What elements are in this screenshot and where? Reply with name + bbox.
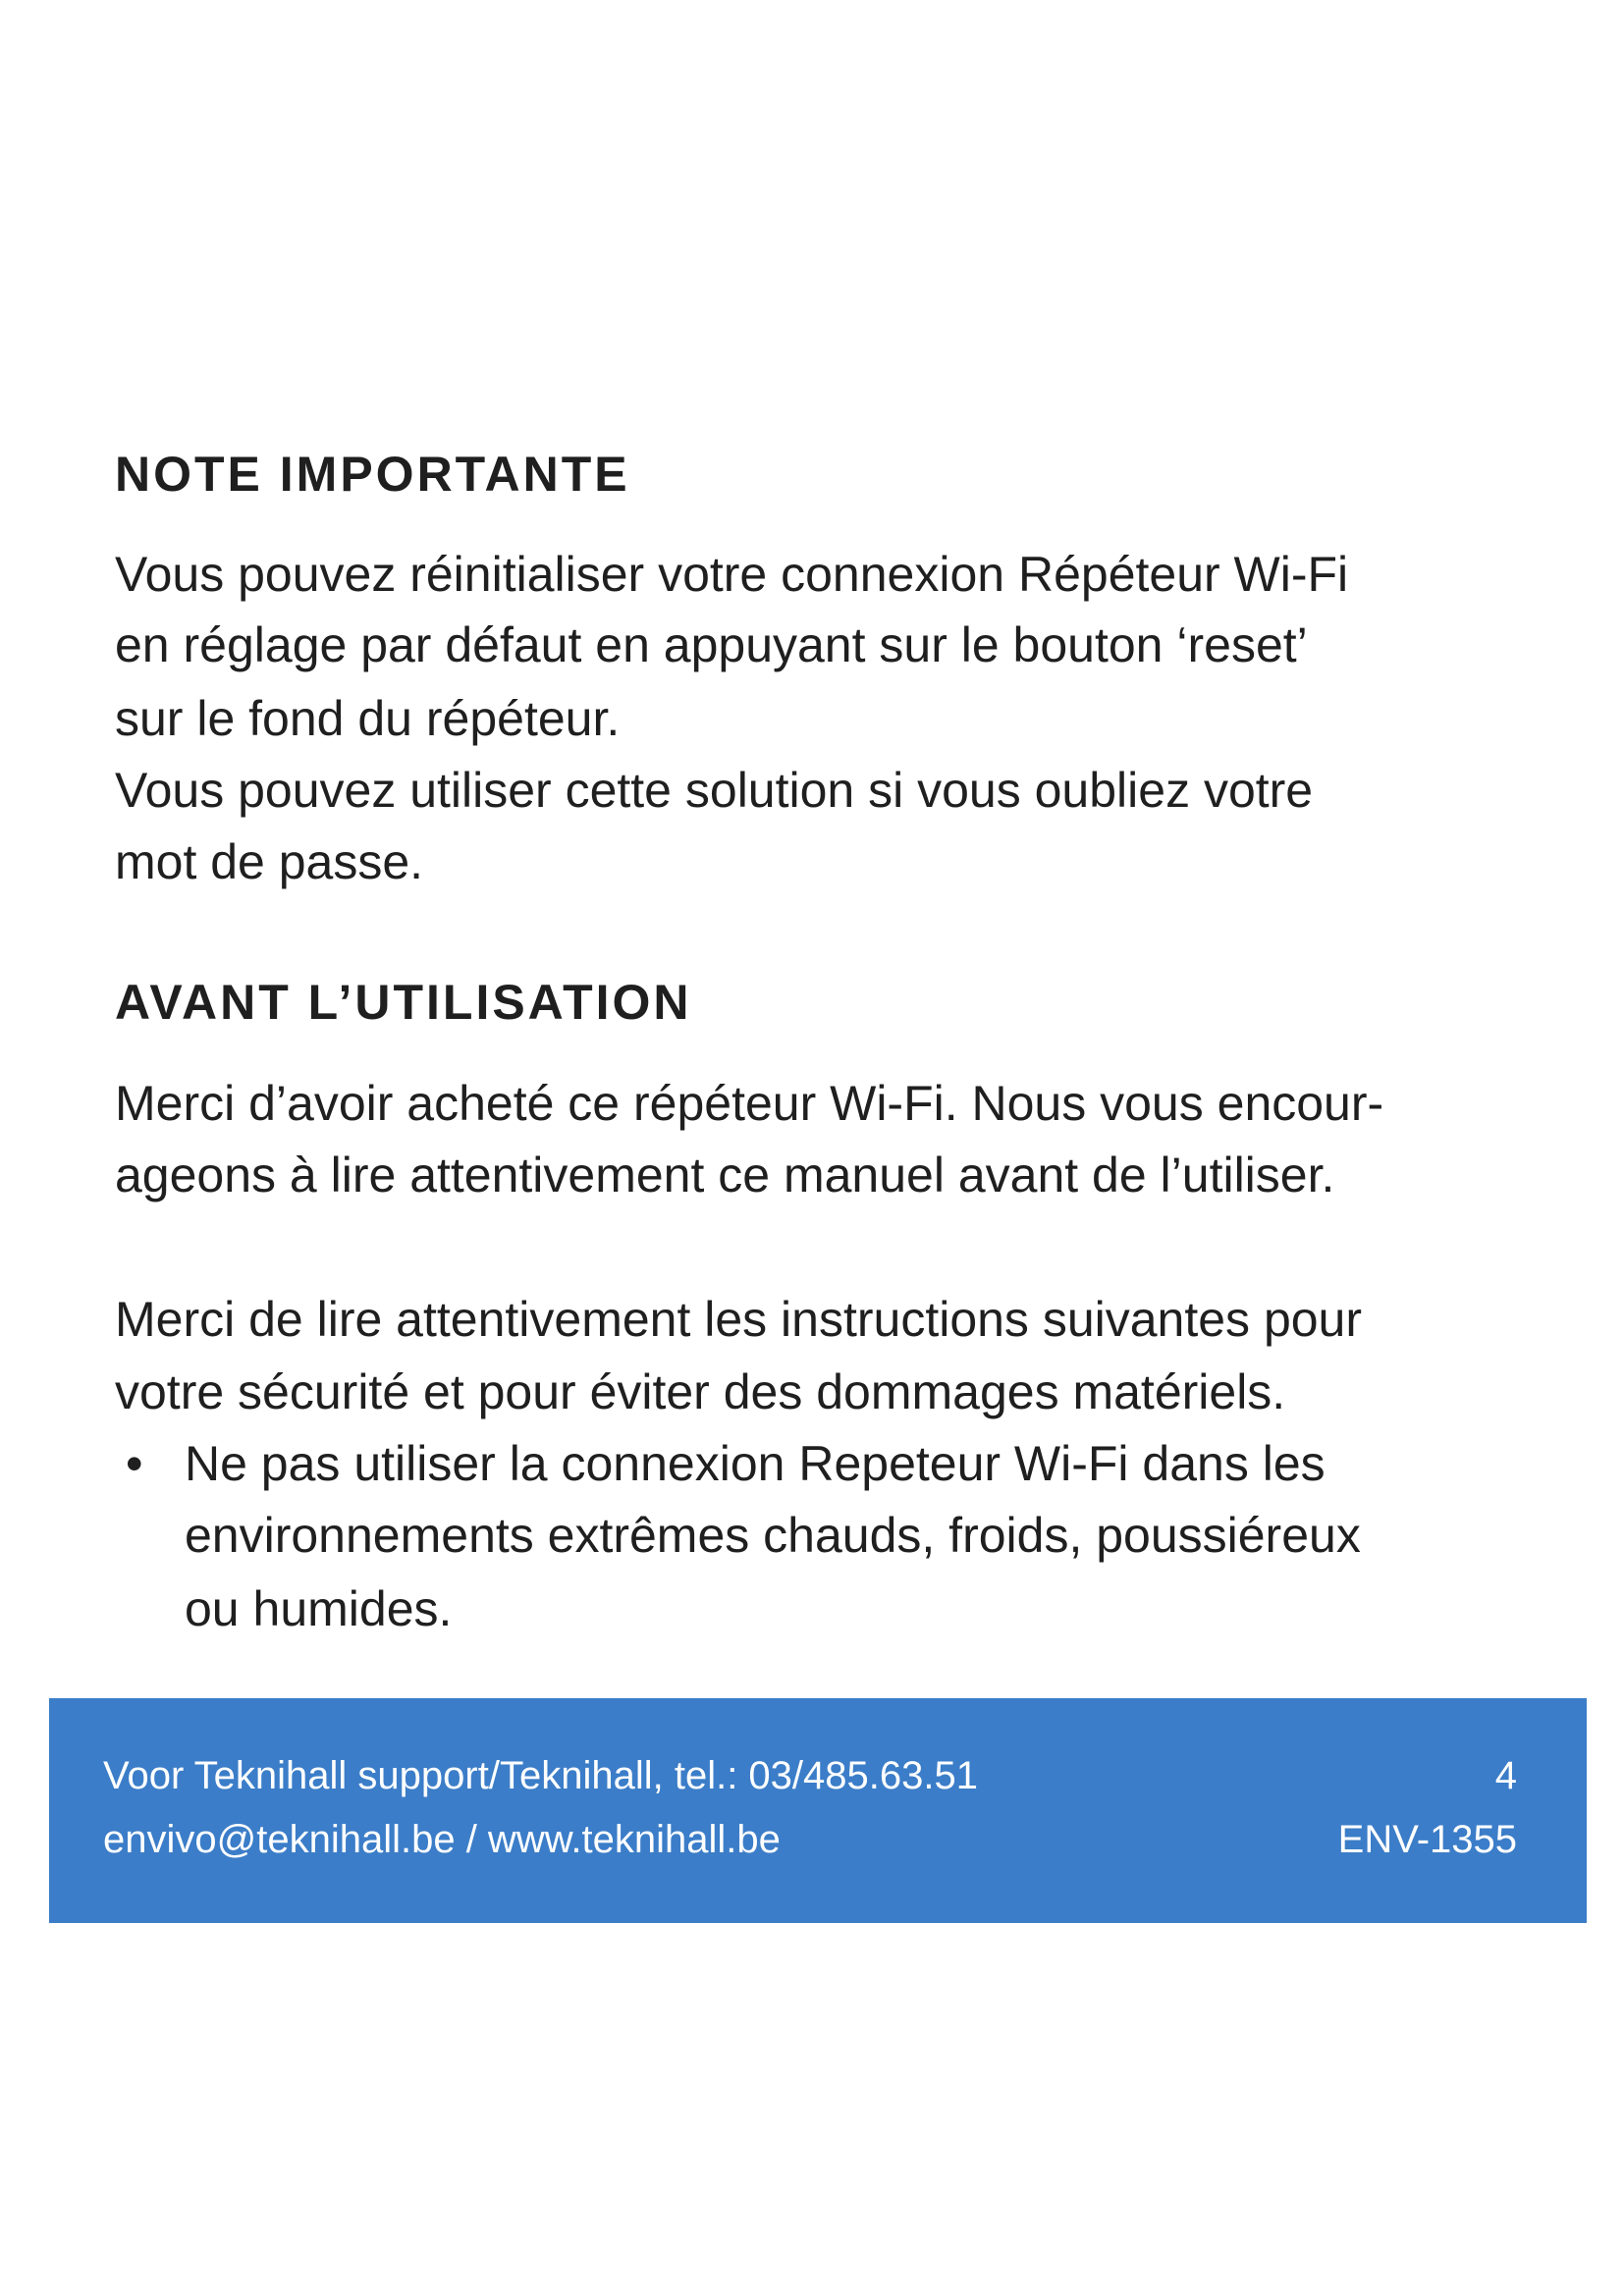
footer-contact-line: envivo@teknihall.be / www.teknihall.be [103, 1818, 781, 1861]
note-line-2: en réglage par défaut en appuyant sur le bouton ‘reset’ [115, 617, 1308, 672]
page-number: 4 [1494, 1754, 1517, 1797]
intro-line-1: Merci d’avoir acheté ce répéteur Wi-Fi. Nous vous encour- [115, 1076, 1384, 1131]
bullet-line-3: ou humides. [185, 1581, 453, 1636]
bullet-line-2: environnements extrêmes chauds, froids, poussiéreux [185, 1508, 1361, 1563]
bullet-icon: • [126, 1436, 143, 1491]
note-line-3: sur le fond du répéteur. [115, 691, 621, 746]
footer-bar [49, 1698, 1587, 1923]
note-line-1: Vous pouvez réinitialiser votre connexion Répéteur Wi-Fi [115, 547, 1349, 602]
note-line-4: Vous pouvez utiliser cette solution si vous oubliez votre [115, 763, 1314, 818]
note-line-5: mot de passe. [115, 834, 424, 889]
model-number: ENV-1355 [1337, 1818, 1517, 1861]
footer-support-line: Voor Teknihall support/Teknihall, tel.: 03/485.63.51 [103, 1754, 978, 1797]
bullet-line-1: Ne pas utiliser la connexion Repeteur Wi-Fi dans les [185, 1436, 1326, 1491]
intro-line-2: ageons à lire attentivement ce manuel avant de l’utiliser. [115, 1148, 1335, 1202]
instruction-line-2: votre sécurité et pour éviter des dommages matériels. [115, 1364, 1286, 1419]
before-use-heading: AVANT L’UTILISATION [115, 975, 692, 1030]
note-heading: NOTE IMPORTANTE [115, 447, 630, 502]
instruction-line-1: Merci de lire attentivement les instructions suivantes pour [115, 1292, 1363, 1347]
